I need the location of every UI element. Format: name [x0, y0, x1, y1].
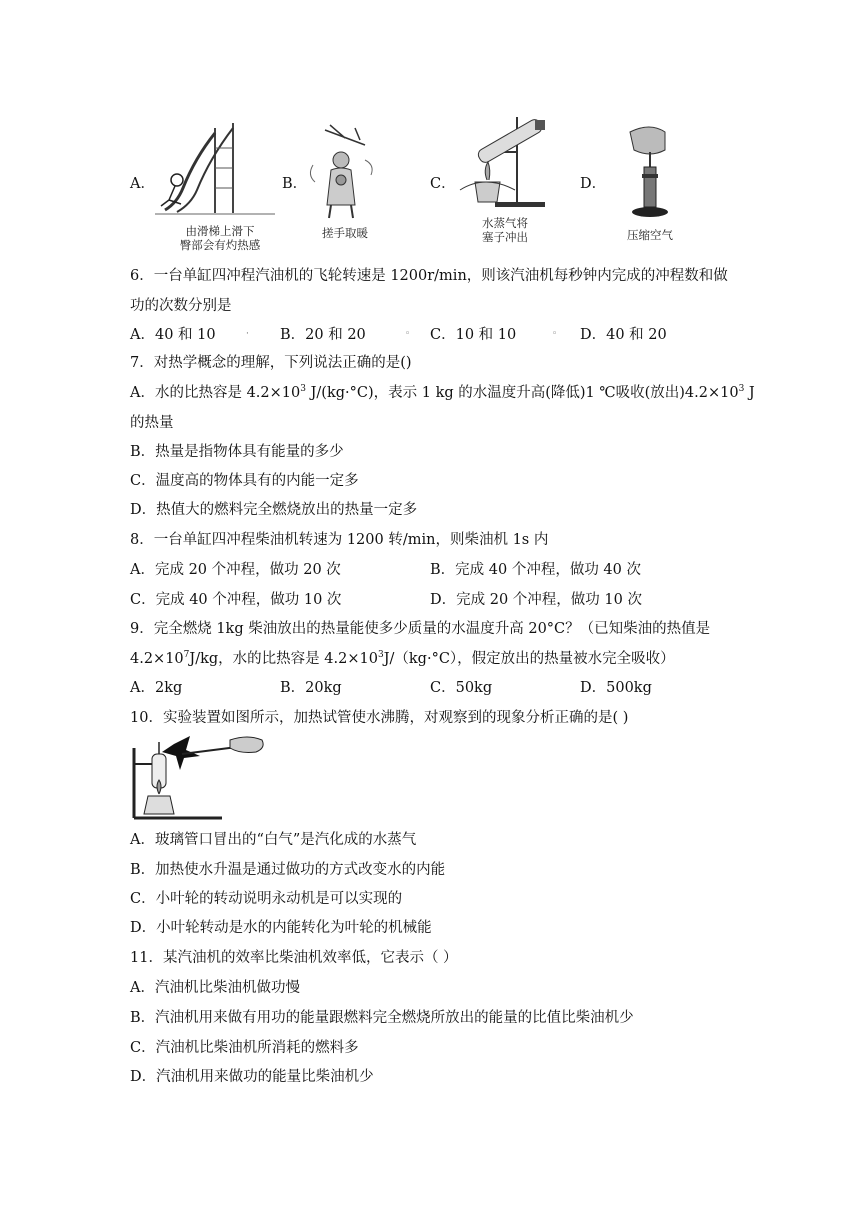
- q5-option-b-label: B．: [282, 176, 308, 192]
- q9-text-1: 4.2×10: [130, 651, 184, 667]
- q6-stem-line-1: 6．一台单缸四冲程汽油机的飞轮转速是 1200r/min，则该汽油机每秒钟内完成的冲程数和做: [130, 268, 728, 284]
- separator-mark: ·: [246, 329, 249, 339]
- q7-stem: 7．对热学概念的理解，下列说法正确的是(): [130, 355, 412, 371]
- q7-option-c: C．温度高的物体具有的内能一定多: [130, 473, 359, 489]
- q5-option-a-label: A．: [130, 176, 155, 192]
- q7-a-exponent-1: 3: [300, 384, 306, 395]
- q11-option-d: D．汽油机用来做功的能量比柴油机少: [130, 1069, 374, 1085]
- q5-option-d-caption: 压缩空气: [627, 228, 673, 242]
- q10-option-d: D．小叶轮转动是水的内能转化为叶轮的机械能: [130, 920, 432, 936]
- q8-option-c: C．完成 40 个冲程，做功 10 次: [130, 592, 342, 608]
- test-tube-steam-illustration: [455, 112, 555, 212]
- q6-option-c: C．10 和 10: [430, 327, 517, 343]
- q5-option-d-label: D．: [580, 176, 607, 192]
- q11-stem: 11．某汽油机的效率比柴油机效率低，它表示（ ）: [130, 950, 458, 966]
- air-compression-illustration: [620, 122, 680, 222]
- separator-mark: ◦: [405, 329, 411, 339]
- separator-mark: ◦: [552, 329, 558, 339]
- q9-option-c: C．50kg: [430, 680, 493, 696]
- q7-a-text-1: A．水的比热容是 4.2×10: [130, 385, 301, 401]
- q9-stem-line-2: [130, 649, 675, 669]
- q8-option-a: A．完成 20 个冲程，做功 20 次: [130, 562, 341, 578]
- q7-a-text-2: J/(kg·°C)，表示 1 kg 的水温度升高(降低)1 ℃吸收(放出)4.2×10: [305, 385, 739, 401]
- q9-exponent-2: 3: [377, 650, 384, 661]
- slide-illustration: [155, 118, 280, 223]
- q11-option-c: C．汽油机比柴油机所消耗的燃料多: [130, 1040, 359, 1056]
- q11-option-a: A．汽油机比柴油机做功慢: [130, 980, 300, 996]
- q8-stem: 8．一台单缸四冲程柴油机转速为 1200 转/min，则柴油机 1s 内: [130, 532, 549, 548]
- q9-option-b: B．20kg: [280, 680, 342, 696]
- q9-exponent-1: 7: [183, 650, 190, 661]
- q10-stem: 10．实验装置如图所示，加热试管使水沸腾，对观察到的现象分析正确的是( ): [130, 710, 629, 726]
- q9-text-2: J/kg，水的比热容是 4.2×10: [189, 651, 378, 667]
- q6-option-a: A．40 和 10: [130, 327, 216, 343]
- q5-option-b-caption: 搓手取暖: [322, 226, 368, 240]
- q6-stem-line-2: 功的次数分别是: [130, 298, 232, 314]
- q5-option-a-caption-1: 由滑梯上滑下: [185, 224, 255, 238]
- q9-text-3: J/（kg·°C），假定放出的热量被水完全吸收）: [383, 651, 675, 667]
- q9-stem-line-1: 9．完全燃烧 1kg 柴油放出的热量能使多少质量的水温度升高 20°C？（已知柴油的热值是: [130, 621, 711, 637]
- q5-option-a-caption-2: 臀部会有灼热感: [179, 238, 261, 252]
- q10-option-c: C．小叶轮的转动说明永动机是可以实现的: [130, 891, 403, 907]
- q5-option-c-caption-1: 水蒸气将: [482, 216, 528, 230]
- q7-option-d: D．热值大的燃料完全燃烧放出的热量一定多: [130, 502, 418, 518]
- q10-option-a: A．玻璃管口冒出的“白气”是汽化成的水蒸气: [130, 832, 417, 848]
- q9-option-d: D．500kg: [580, 680, 652, 696]
- q11-option-b: B．汽油机用来做有用功的能量跟燃料完全燃烧所放出的能量的比值比柴油机少: [130, 1010, 634, 1026]
- q9-option-a: A．2kg: [130, 680, 183, 696]
- q6-option-b: B．20 和 20: [280, 327, 366, 343]
- q7-option-b: B．热量是指物体具有能量的多少: [130, 444, 344, 460]
- q8-option-d: D．完成 20 个冲程，做功 10 次: [430, 592, 642, 608]
- q10-option-b: B．加热使水升温是通过做功的方式改变水的内能: [130, 862, 446, 878]
- rubbing-hands-illustration: [305, 120, 385, 220]
- q5-option-c-label: C．: [430, 176, 456, 192]
- q8-option-b: B．完成 40 个冲程，做功 40 次: [430, 562, 641, 578]
- q5-option-c-caption-2: 塞子冲出: [482, 230, 528, 244]
- q7-option-a-line-1: [130, 383, 755, 403]
- boiling-tube-pinwheel-illustration: [130, 736, 270, 822]
- q7-a-exponent-2: 3: [738, 384, 745, 395]
- q7-option-a-line-2: 的热量: [130, 415, 174, 431]
- q6-option-d: D．40 和 20: [580, 327, 667, 343]
- q7-a-text-3: J: [744, 385, 755, 401]
